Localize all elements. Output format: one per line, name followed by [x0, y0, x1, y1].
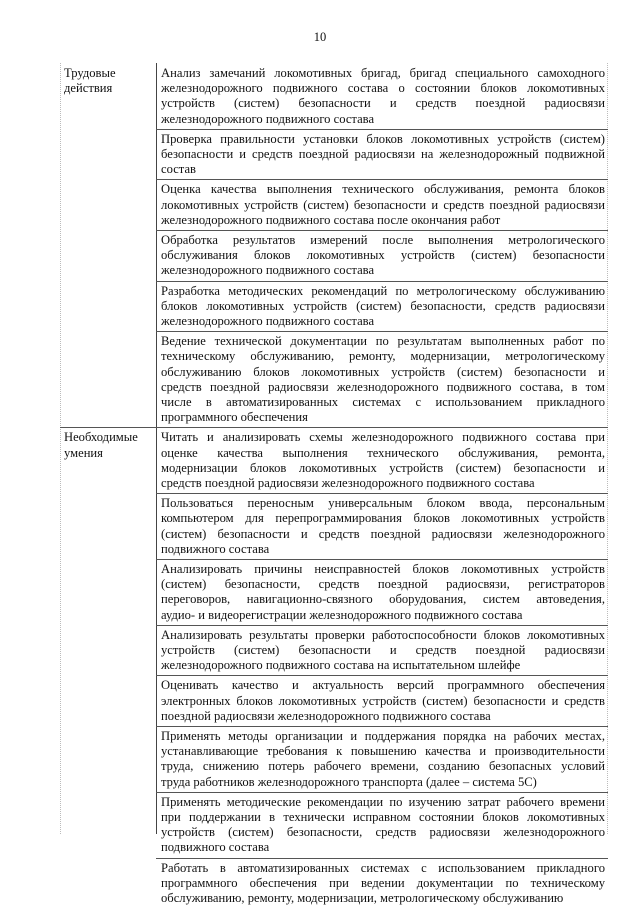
row-text-line: Ведение технической документации по результатам выполненных работ по — [161, 334, 605, 349]
row-text-line: Применять методические рекомендации по изучению затрат рабочего времени — [161, 794, 605, 809]
table-row — [161, 233, 605, 279]
table-row — [161, 66, 605, 127]
row-text-line: модернизации блоков локомотивных устройств (систем) безопасности и — [161, 460, 605, 475]
row-divider — [156, 281, 608, 282]
row-divider — [156, 559, 608, 560]
table-left-border — [60, 63, 61, 834]
table-row — [161, 132, 605, 178]
row-text-line: железнодорожного подвижного состава — [161, 111, 375, 126]
row-text-line: Обработка результатов измерений после выполнения метрологического — [161, 233, 605, 247]
row-divider — [156, 493, 608, 494]
row-text-line: железнодорожного подвижного состава на испытательном шлейфе — [161, 658, 521, 673]
row-text-line: блоков локомотивных устройств (систем) безопасности, средств радиосвязи — [161, 298, 605, 313]
row-text-line: Анализировать результаты проверки работоспособности блоков локомотивных — [161, 627, 605, 642]
row-divider — [156, 625, 608, 626]
table-row — [161, 628, 605, 674]
section-label-line: умения — [64, 445, 103, 460]
table-row — [161, 284, 605, 330]
section-label-line: Трудовые — [64, 66, 116, 80]
table-row — [161, 729, 605, 790]
table-row — [161, 861, 605, 906]
row-text-line: железнодорожного подвижного состава о состоянии блоков локомотивных — [161, 81, 605, 96]
section-label — [64, 66, 154, 96]
row-text-line: труда работников железнодорожного транспорта (далее – система 5С) — [161, 774, 537, 789]
row-text-line: программного обеспечения — [161, 410, 308, 425]
row-text-line: при поддержании в технически исправном состоянии блоков локомотивных — [161, 810, 605, 824]
row-text-line: обслуживанию, ремонту, модернизации, метрологическому обслуживанию — [161, 891, 564, 905]
row-divider — [156, 675, 608, 676]
row-text-line: устройств (систем) безопасности, средств радиосвязи железнодорожного — [161, 825, 605, 840]
row-text-line: железнодорожного подвижного состава после окончания работ — [161, 212, 501, 227]
row-text-line: локомотивных устройств (систем) безопасности и средств поездной радиосвязи — [161, 197, 605, 212]
row-divider — [156, 129, 608, 130]
table-row — [161, 334, 605, 425]
row-text-line: программного обеспечения при ведении документации по техническому — [161, 875, 605, 890]
row-text-line: оценке качества выполнения технического обслуживания, ремонта, — [161, 445, 605, 460]
table-row — [161, 678, 605, 724]
row-text-line: Работать в автоматизированных системах с использованием прикладного — [161, 860, 605, 875]
section-label — [64, 430, 154, 460]
row-text-line: подвижного состава — [161, 541, 270, 556]
row-text-line: Проверка правильности установки блоков локомотивных устройств (систем) — [161, 131, 605, 146]
section-divider — [60, 427, 608, 428]
row-text-line: Читать и анализировать схемы железнодорожного подвижного состава при — [161, 430, 605, 445]
competency-table — [60, 63, 608, 905]
row-text-line: Анализ замечаний локомотивных бригад, бригад специального самоходного — [161, 66, 605, 80]
row-text-line: Оценивать качество и актуальность версий программного обеспечения — [161, 678, 605, 693]
row-text-line: техническому обслуживанию, ремонту, модернизации, метрологическому — [161, 349, 605, 364]
row-text-line: (систем) безопасности, средств поездной радиосвязи, регистраторов — [161, 577, 605, 592]
row-text-line: устройств (систем) безопасности и средств поездной радиосвязи — [161, 643, 605, 657]
row-text-line: электронных блоков локомотивных устройств (систем) безопасности и средств — [161, 693, 605, 708]
row-text-line: состав — [161, 162, 196, 177]
row-text-line: обслуживанию блоков локомотивных устройств (систем) безопасности и — [161, 364, 605, 379]
section-label-line: действия — [64, 81, 113, 96]
table-row — [161, 430, 605, 491]
row-text-line: средств поездной радиосвязи железнодорожного подвижного состава — [161, 476, 535, 490]
row-text-line: Разработка методических рекомендаций по метрологическому обслуживанию — [161, 283, 605, 298]
row-text-line: Оценка качества выполнения технического обслуживания, ремонта блоков — [161, 182, 605, 197]
row-divider — [156, 230, 608, 231]
row-text-line: устройств (систем) безопасности и средств поездной радиосвязи — [161, 96, 605, 111]
row-text-line: труда, снижению потерь рабочего времени, созданию безопасных условий — [161, 759, 605, 774]
table-row — [161, 182, 605, 228]
row-text-line: числе в автоматизированных системах с использованием прикладного — [161, 395, 605, 409]
row-text-line: переговоров, навигационно-связного оборудования, систем автоведения, — [161, 592, 605, 607]
row-text-line: обслуживания блоков локомотивных устройств (систем) безопасности — [161, 248, 605, 263]
row-text-line: железнодорожного подвижного состава — [161, 314, 375, 328]
row-text-line: средств поездной радиосвязи железнодорожного подвижного состава, в том — [161, 379, 605, 394]
row-text-line: (систем) безопасности и средств поездной радиосвязи железнодорожного — [161, 526, 605, 541]
row-divider — [156, 726, 608, 727]
row-text-line: устанавливающие требования к повышению качества и производительности — [161, 744, 605, 759]
row-text-line: поездной радиосвязи железнодорожного подвижного состава — [161, 708, 491, 723]
row-divider — [156, 331, 608, 332]
row-text-line: безопасности и средств поездной радиосвязи на железнодорожный подвижной — [161, 147, 605, 161]
table-row — [161, 795, 605, 856]
row-text-line: железнодорожного подвижного состава — [161, 263, 375, 278]
table-row — [161, 562, 605, 623]
row-text-line: Пользоваться переносным универсальным блоком ввода, персональным — [161, 496, 605, 511]
section-label-line: Необходимые — [64, 430, 138, 445]
table-row — [161, 496, 605, 557]
row-divider — [156, 179, 608, 180]
row-text-line: Применять методы организации и поддержания порядка на рабочих местах, — [161, 729, 605, 743]
row-text-line: аудио- и видеорегистрации железнодорожного подвижного состава — [161, 607, 523, 622]
row-text-line: Анализировать причины неисправностей блоков локомотивных устройств — [161, 562, 605, 576]
row-text-line: компьютером для перепрограммирования блоков локомотивных устройств — [161, 511, 605, 526]
row-divider — [156, 792, 608, 793]
page-number: 10 — [313, 30, 327, 44]
row-text-line: подвижного состава — [161, 840, 270, 855]
row-divider — [156, 858, 608, 859]
